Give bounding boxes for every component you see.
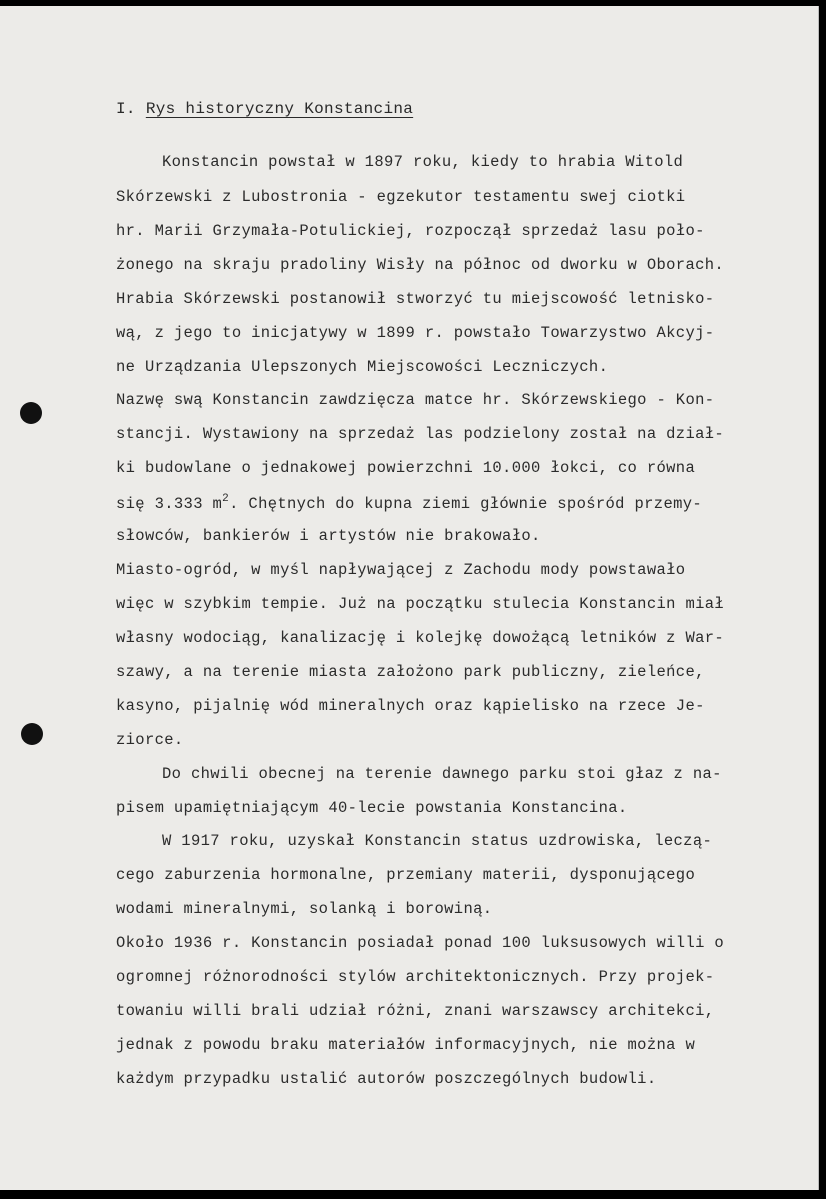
- text-line: pisem upamiętniającym 40-lecie powstania Konstancina.: [116, 799, 628, 817]
- text-line: wodami mineralnymi, solanką i borowiną.: [116, 900, 493, 918]
- text-line: Skórzewski z Lubostronia - egzekutor testamentu swej ciotki: [116, 188, 686, 206]
- punch-hole: [20, 402, 42, 424]
- text-line: Hrabia Skórzewski postanowił stworzyć tu miejscowość letnisko-: [116, 290, 715, 308]
- text-line: własny wodociąg, kanalizację i kolejkę dowożącą letników z War-: [116, 629, 725, 647]
- text-line: jednak z powodu braku materiałów informacyjnych, nie można w: [116, 1036, 696, 1054]
- text-line: towaniu willi brali udział różni, znani warszawscy architekci,: [116, 1002, 715, 1020]
- text-line: ne Urządzania Ulepszonych Miejscowości Leczniczych.: [116, 358, 609, 376]
- text-line: żonego na skraju pradoliny Wisły na północ od dworku w Oborach.: [116, 256, 725, 274]
- text-line: ki budowlane o jednakowej powierzchni 10.000 łokci, co równa: [116, 459, 696, 477]
- superscript: 2: [222, 493, 230, 505]
- text-line: stancji. Wystawiony na sprzedaż las podzielony został na dział-: [116, 425, 725, 443]
- text-line: więc w szybkim tempie. Już na początku stulecia Konstancin miał: [116, 595, 725, 613]
- text-line: słowców, bankierów i artystów nie brakowało.: [116, 527, 541, 545]
- text-line: ziorce.: [116, 731, 184, 749]
- text-line: Konstancin powstał w 1897 roku, kiedy to hrabia Witold: [162, 153, 684, 171]
- text-line: każdym przypadku ustalić autorów poszczególnych budowli.: [116, 1070, 657, 1088]
- text-fragment: się 3.333 m: [116, 495, 223, 513]
- text-line: szawy, a na terenie miasta założono park publiczny, zieleńce,: [116, 663, 705, 681]
- text-line: Do chwili obecnej na terenie dawnego parku stoi głaz z na-: [162, 765, 722, 783]
- text-line: ogromnej różnorodności stylów architektonicznych. Przy projek-: [116, 968, 715, 986]
- text-line: Nazwę swą Konstancin zawdzięcza matce hr. Skórzewskiego - Kon-: [116, 391, 715, 409]
- text-line: wą, z jego to inicjatywy w 1899 r. powstało Towarzystwo Akcyj-: [116, 324, 715, 342]
- text-fragment: . Chętnych do kupna ziemi głównie spośród przemy-: [229, 495, 703, 513]
- section-heading: [116, 100, 413, 118]
- text-line: hr. Marii Grzymała-Potulickiej, rozpoczął sprzedaż lasu poło-: [116, 222, 705, 240]
- text-line: cego zaburzenia hormonalne, przemiany materii, dysponującego: [116, 866, 696, 884]
- text-line: Miasto-ogród, w myśl napływającej z Zachodu mody powstawało: [116, 561, 686, 579]
- text-line: [116, 493, 702, 513]
- text-line: Około 1936 r. Konstancin posiadał ponad 100 luksusowych willi o: [116, 934, 725, 952]
- punch-hole: [21, 723, 43, 745]
- text-line: W 1917 roku, uzyskał Konstancin status uzdrowiska, leczą-: [162, 832, 713, 850]
- section-number: I.: [116, 100, 136, 118]
- document-page: [0, 6, 819, 1190]
- section-title: Rys historyczny Konstancina: [145, 100, 414, 118]
- text-line: kasyno, pijalnię wód mineralnych oraz kąpielisko na rzece Je-: [116, 697, 705, 715]
